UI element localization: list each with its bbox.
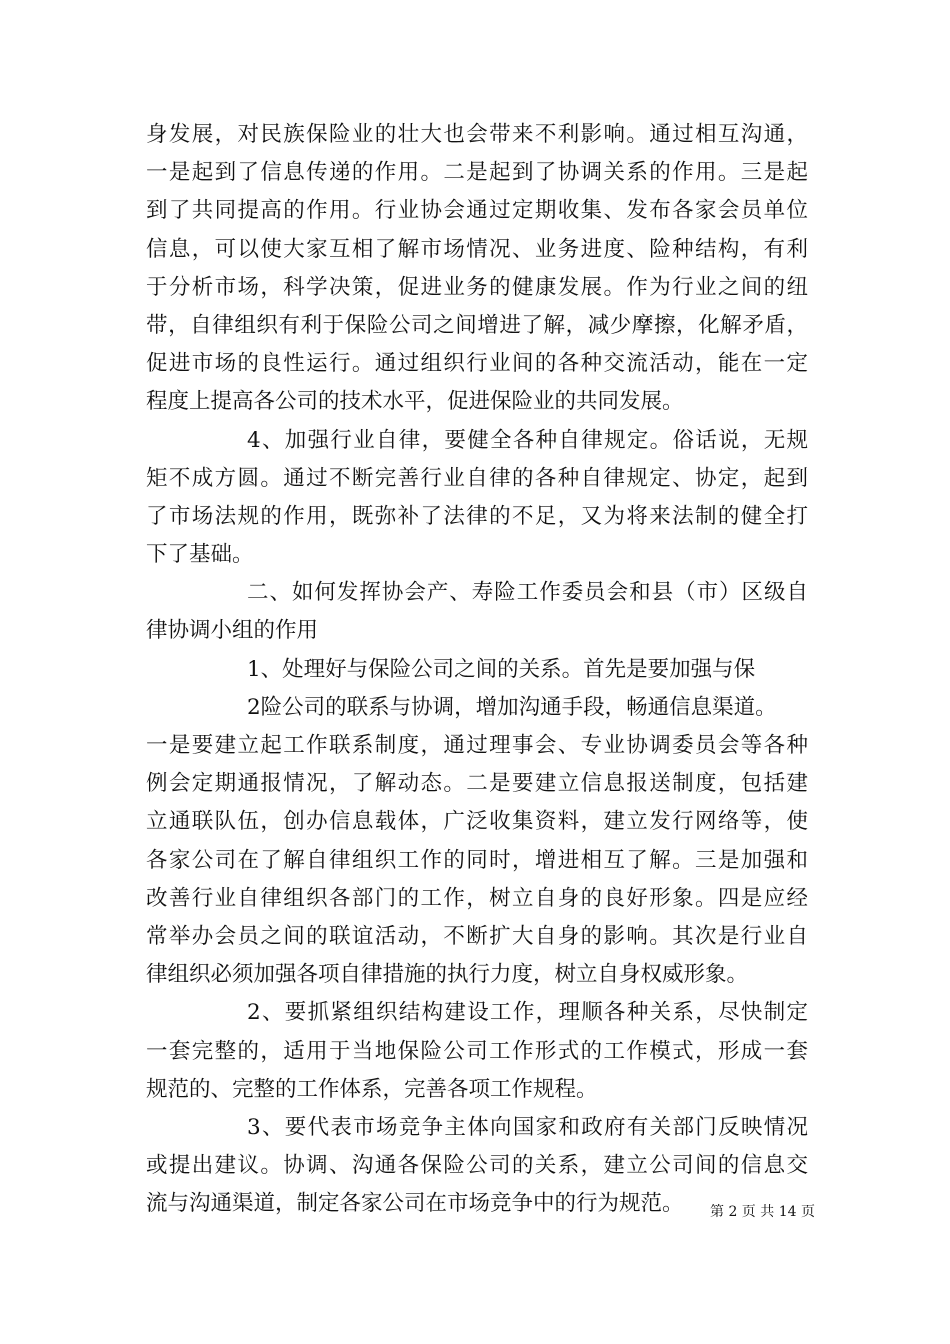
text-line: 一套完整的，适用于当地保险公司工作形式的工作模式，形成一套: [146, 1038, 808, 1064]
text-line: 于分析市场，科学决策，促进业务的健康发展。作为行业之间的纽: [146, 274, 808, 300]
text-line: 带，自律组织有利于保险公司之间增进了解，减少摩擦，化解矛盾，: [146, 312, 808, 338]
paragraph-start-line: 1、处理好与保险公司之间的关系。首先是要加强与保: [247, 656, 756, 682]
text-line: 流与沟通渠道，制定各家公司在市场竞争中的行为规范。: [146, 1191, 684, 1217]
document-body: [146, 116, 808, 1223]
text-line: 常举办会员之间的联谊活动，不断扩大自身的影响。其次是行业自: [146, 923, 808, 949]
section-heading-line: 二、如何发挥协会产、寿险工作委员会和县（市）区级自: [247, 580, 808, 606]
text-line: 信息，可以使大家互相了解市场情况、业务进度、险种结构，有利: [146, 236, 808, 262]
text-line: 身发展，对民族保险业的壮大也会带来不利影响。通过相互沟通，: [146, 122, 808, 147]
text-line: 下了基础。: [146, 542, 254, 568]
paragraph-start-line: 3、要代表市场竞争主体向国家和政府有关部门反映情况: [247, 1114, 808, 1140]
text-line: 矩不成方圆。通过不断完善行业自律的各种自律规定、协定，起到: [146, 465, 808, 491]
page-number: 第 2 页 共 14 页: [710, 1204, 815, 1220]
text-line: 规范的、完整的工作体系，完善各项工作规程。: [146, 1076, 598, 1102]
text-line: 程度上提高各公司的技术水平，促进保险业的共同发展。: [146, 389, 684, 415]
text-line: 改善行业自律组织各部门的工作，树立自身的良好形象。四是应经: [146, 885, 808, 911]
section-heading-line: 律协调小组的作用: [146, 618, 319, 644]
text-line: 立通联队伍，创办信息载体，广泛收集资料，建立发行网络等，使: [146, 809, 808, 835]
text-line: 促进市场的良性运行。通过组织行业间的各种交流活动，能在一定: [146, 351, 808, 377]
text-line: 或提出建议。协调、沟通各保险公司的关系，建立公司间的信息交: [146, 1153, 808, 1179]
paragraph-start-line: 4、加强行业自律，要健全各种自律规定。俗话说，无规: [247, 427, 808, 453]
text-line: 一是要建立起工作联系制度，通过理事会、专业协调委员会等各种: [146, 733, 808, 758]
text-line: 律组织必须加强各项自律措施的执行力度，树立自身权威形象。: [146, 962, 749, 988]
text-line: 到了共同提高的作用。行业协会通过定期收集、发布各家会员单位: [146, 198, 808, 224]
text-line: 一是起到了信息传递的作用。二是起到了协调关系的作用。三是起: [146, 160, 808, 186]
text-line: 了市场法规的作用，既弥补了法律的不足，又为将来法制的健全打: [146, 503, 808, 529]
text-line: 例会定期通报情况，了解动态。二是要建立信息报送制度，包括建: [146, 771, 808, 797]
paragraph-start-line: 2险公司的联系与协调，增加沟通手段，畅通信息渠道。: [247, 694, 777, 720]
text-line: 各家公司在了解自律组织工作的同时，增进相互了解。三是加强和: [146, 847, 808, 873]
paragraph-start-line: 2、要抓紧组织结构建设工作，理顺各种关系，尽快制定: [247, 1000, 808, 1026]
